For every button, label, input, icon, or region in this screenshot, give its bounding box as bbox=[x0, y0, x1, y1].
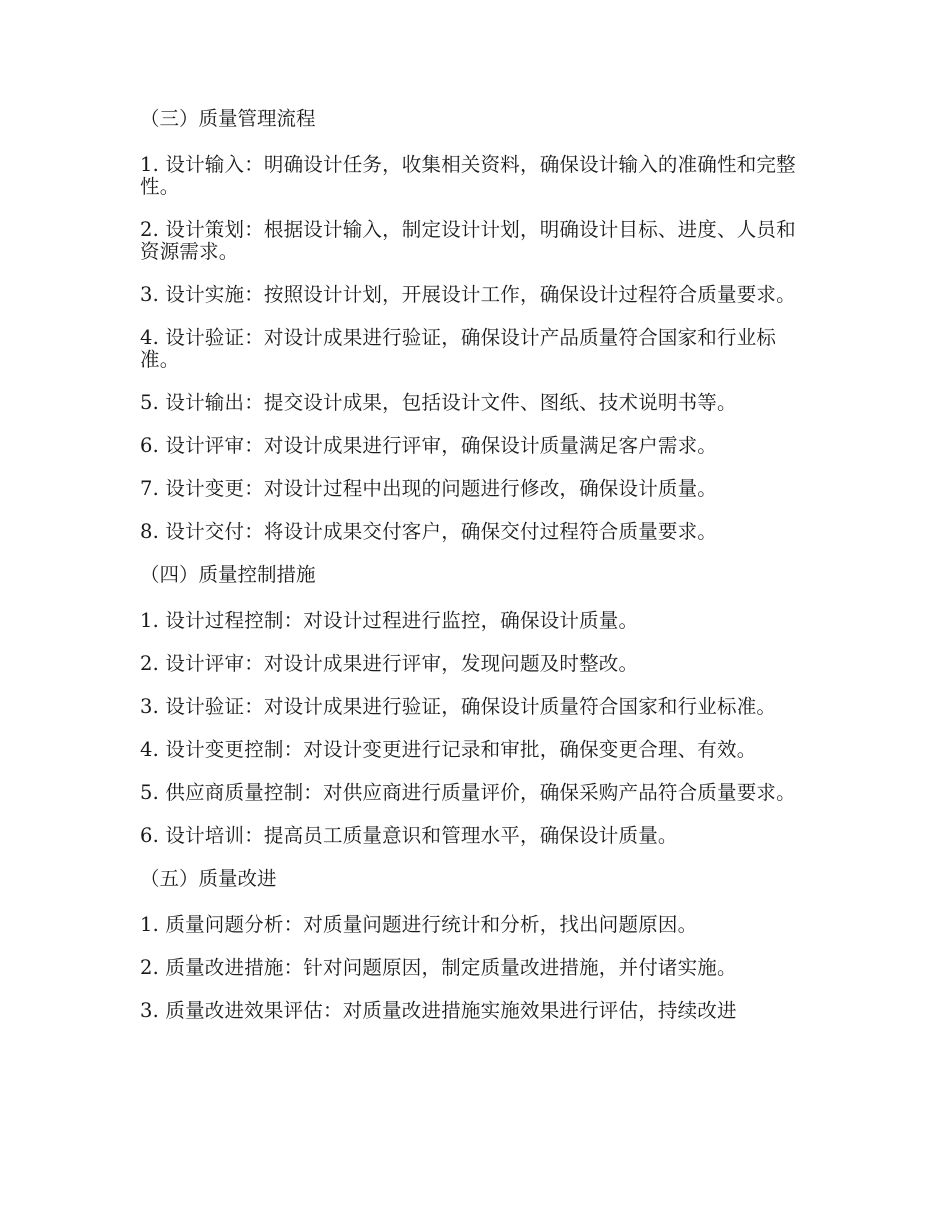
section-heading-3: （三）质量管理流程 bbox=[140, 107, 316, 130]
document-page bbox=[140, 108, 810, 1043]
list-item: 3. 设计验证：对设计成果进行验证，确保设计质量符合国家和行业标准。 bbox=[140, 695, 777, 718]
list-item: 5. 供应商质量控制：对供应商进行质量评价，确保采购产品符合质量要求。 bbox=[140, 781, 796, 804]
list-item: 1. 设计输入：明确设计任务，收集相关资料，确保设计输入的准确性和完整性。 bbox=[140, 153, 796, 198]
list-item: 4. 设计验证：对设计成果进行验证，确保设计产品质量符合国家和行业标准。 bbox=[140, 326, 777, 371]
list-item: 7. 设计变更：对设计过程中出现的问题进行修改，确保设计质量。 bbox=[140, 477, 718, 500]
list-item: 1. 设计过程控制：对设计过程进行监控，确保设计质量。 bbox=[140, 609, 639, 632]
list-item: 1. 质量问题分析：对质量问题进行统计和分析，找出问题原因。 bbox=[140, 913, 698, 936]
list-item: 6. 设计培训：提高员工质量意识和管理水平，确保设计质量。 bbox=[140, 824, 678, 847]
list-item: 6. 设计评审：对设计成果进行评审，确保设计质量满足客户需求。 bbox=[140, 434, 718, 457]
list-item: 3. 设计实施：按照设计计划，开展设计工作，确保设计过程符合质量要求。 bbox=[140, 283, 796, 306]
list-item: 4. 设计变更控制：对设计变更进行记录和审批，确保变更合理、有效。 bbox=[140, 738, 757, 761]
list-item: 3. 质量改进效果评估：对质量改进措施实施效果进行评估，持续改进 bbox=[140, 999, 737, 1022]
list-item: 2. 质量改进措施：针对问题原因，制定质量改进措施，并付诸实施。 bbox=[140, 956, 737, 979]
list-item: 2. 设计评审：对设计成果进行评审，发现问题及时整改。 bbox=[140, 652, 639, 675]
list-item: 5. 设计输出：提交设计成果，包括设计文件、图纸、技术说明书等。 bbox=[140, 391, 737, 414]
section-heading-5: （五）质量改进 bbox=[140, 867, 277, 890]
list-item: 8. 设计交付：将设计成果交付客户，确保交付过程符合质量要求。 bbox=[140, 520, 718, 543]
list-item: 2. 设计策划：根据设计输入，制定设计计划，明确设计目标、进度、人员和资源需求。 bbox=[140, 218, 796, 263]
section-heading-4: （四）质量控制措施 bbox=[140, 563, 316, 586]
